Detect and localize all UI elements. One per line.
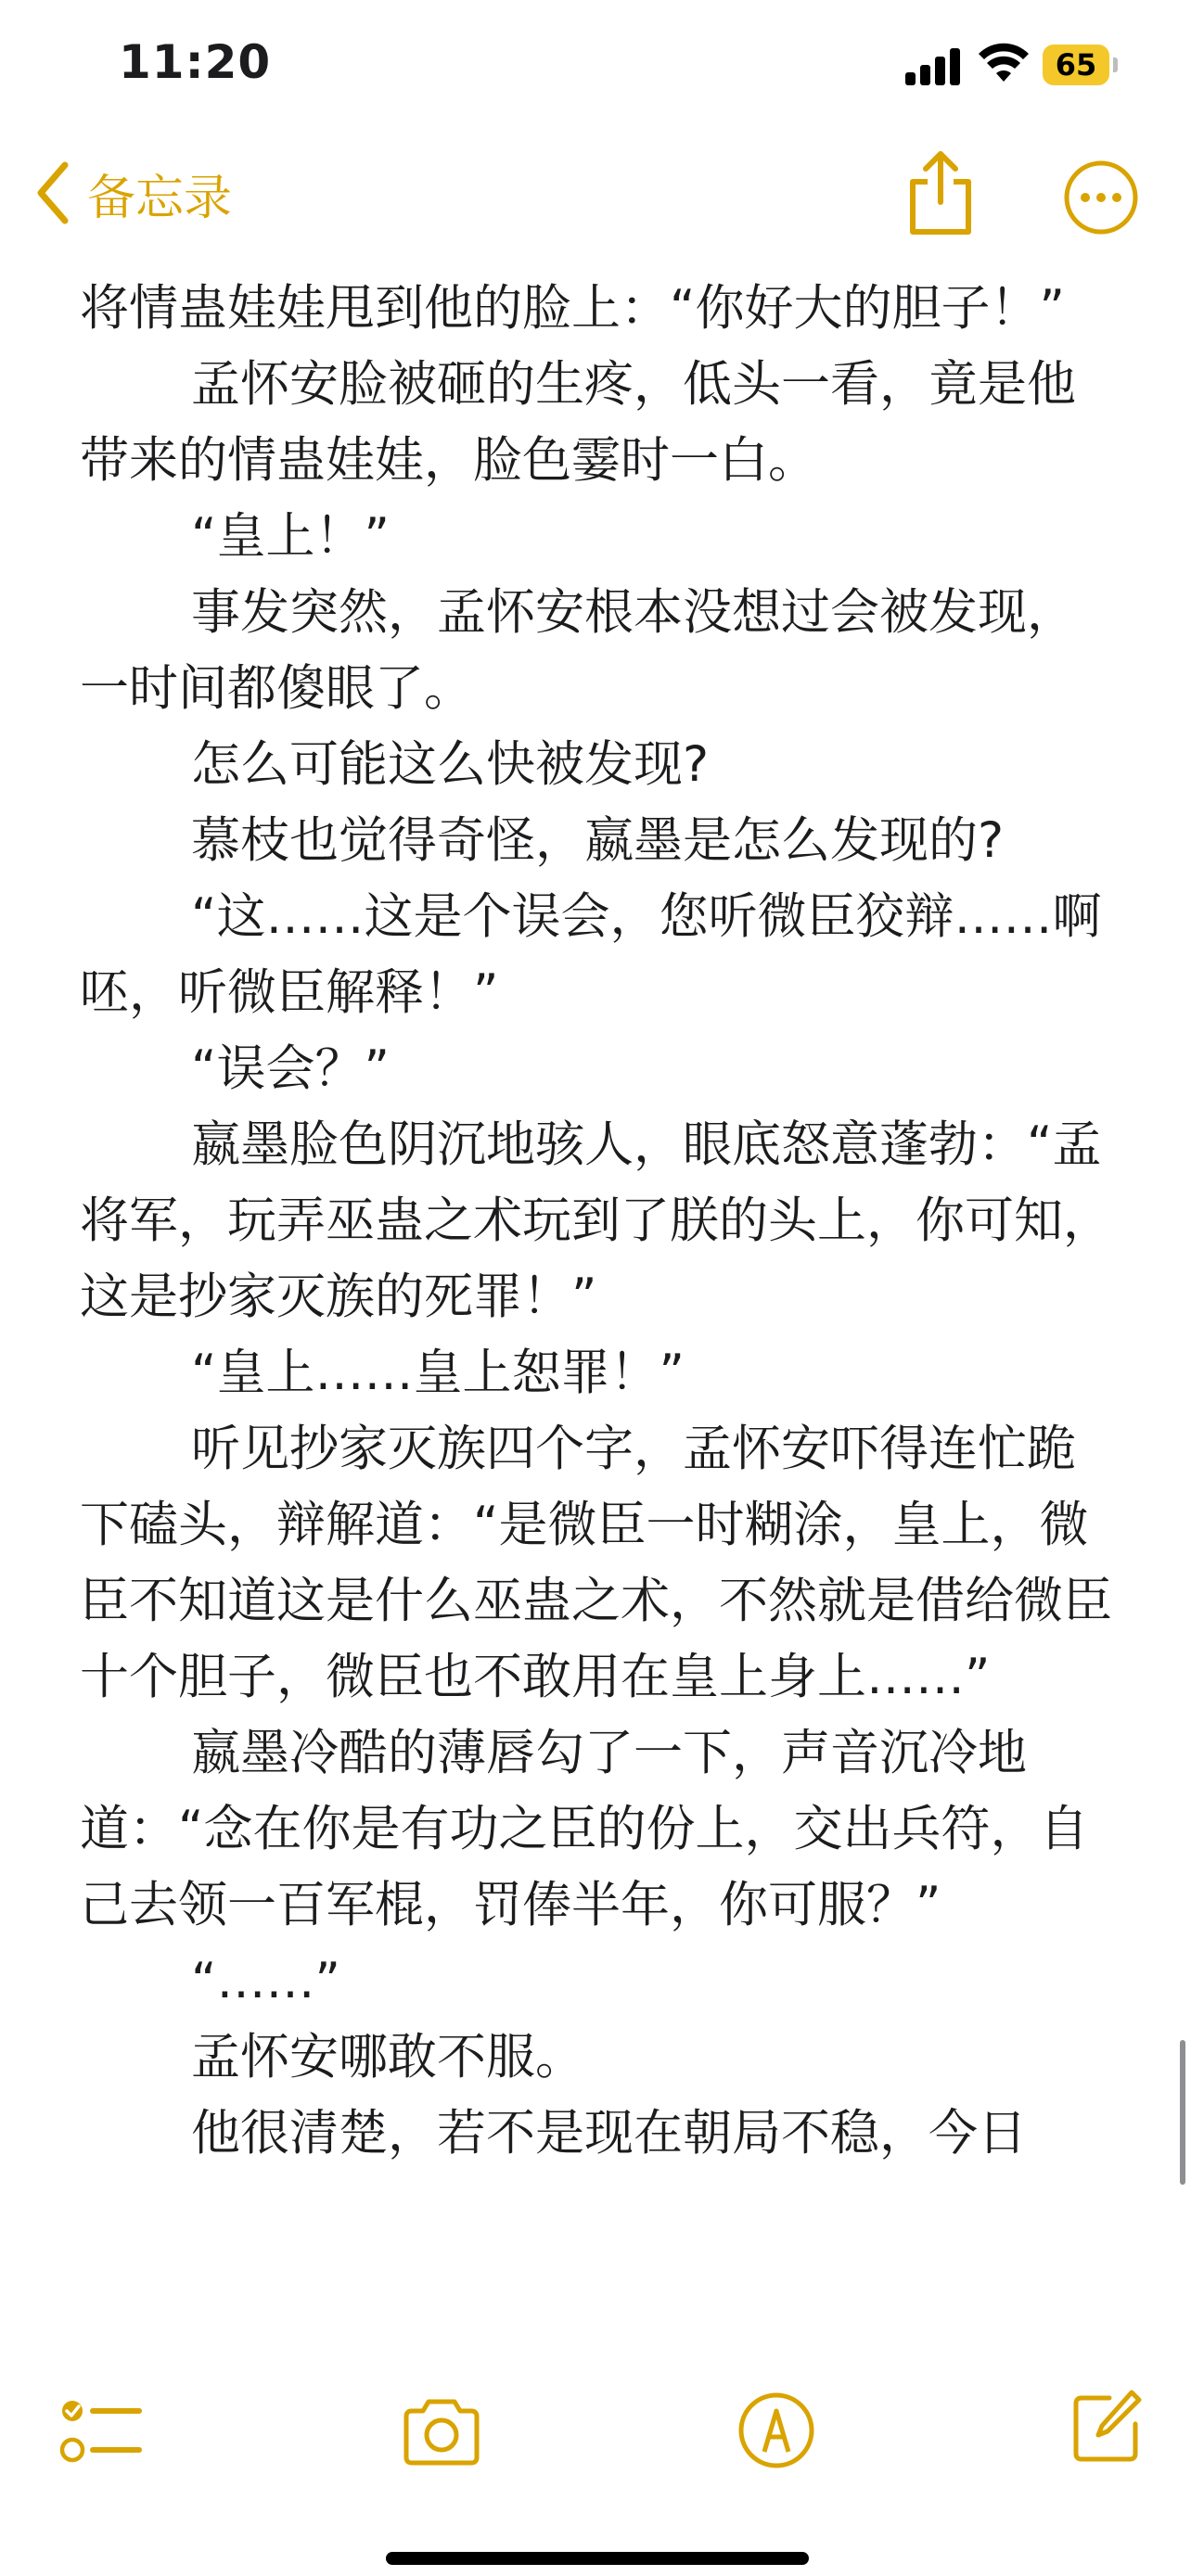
markup-icon[interactable] xyxy=(736,2391,816,2470)
compose-icon[interactable] xyxy=(1069,2387,1143,2465)
note-paragraph: “……” xyxy=(191,1953,340,2009)
more-icon[interactable] xyxy=(1063,159,1139,236)
note-paragraph: “误会？” xyxy=(191,1040,390,1097)
battery-icon xyxy=(1043,45,1117,85)
note-paragraph: “这……这是个误会，您听微臣狡辩……啊呸，听微臣解释！” xyxy=(80,888,1102,1021)
status-time: 11:20 xyxy=(119,35,272,89)
battery-cap xyxy=(1113,57,1118,72)
note-paragraph: 事发突然，孟怀安根本没想过会被发现，一时间都傻眼了。 xyxy=(80,584,1076,717)
scroll-indicator[interactable] xyxy=(1180,2040,1185,2185)
cellular-signal-icon xyxy=(905,48,961,85)
nav-bar xyxy=(0,139,1191,260)
camera-icon[interactable] xyxy=(399,2392,484,2470)
note-paragraph: 孟怀安哪敢不服。 xyxy=(191,2029,584,2085)
battery-level: 65 xyxy=(1043,45,1109,85)
bottom-toolbar xyxy=(0,2374,1191,2576)
note-paragraph: 嬴墨脸色阴沉地骇人，眼底怒意蓬勃：“孟将军，玩弄巫蛊之术玩到了朕的头上，你可知，这是抄家灭族的死罪！” xyxy=(80,1116,1112,1325)
note-body[interactable] xyxy=(80,271,1119,2172)
note-paragraph: 嬴墨冷酷的薄唇勾了一下，声音沉冷地道：“念在你是有功之臣的份上，交出兵符，自己去领一百军棍，罚俸半年，你可服？” xyxy=(80,1725,1089,1933)
note-paragraph: 怎么可能这么快被发现? xyxy=(191,736,710,793)
wifi-icon xyxy=(978,43,1030,83)
back-button[interactable] xyxy=(33,156,232,230)
status-bar xyxy=(0,0,1191,139)
note-paragraph: 将情蛊娃娃甩到他的脸上：“你好大的胆子！” xyxy=(80,280,1065,337)
share-icon[interactable] xyxy=(903,148,978,237)
note-paragraph: 听见抄家灭族四个字，孟怀安吓得连忙跪下磕头，辩解道：“是微臣一时糊涂，皇上，微臣不知道这是什么巫蛊之术，不然就是借给微臣十个胆子，微臣也不敢用在皇上身上……” xyxy=(80,1421,1112,1705)
note-paragraph: “皇上！” xyxy=(191,508,390,565)
back-label: 备忘录 xyxy=(87,170,233,226)
chevron-left-icon xyxy=(33,159,74,226)
checklist-icon[interactable] xyxy=(59,2392,145,2470)
note-paragraph: “皇上……皇上恕罪！” xyxy=(191,1345,685,1401)
note-paragraph: 孟怀安脸被砸的生疼，低头一看，竟是他带来的情蛊娃娃，脸色霎时一白。 xyxy=(80,356,1076,489)
note-paragraph: 他很清楚，若不是现在朝局不稳，今日 xyxy=(191,2105,1027,2162)
home-indicator[interactable] xyxy=(386,2552,809,2565)
note-paragraph: 慕枝也觉得奇怪，嬴墨是怎么发现的? xyxy=(191,812,1005,869)
